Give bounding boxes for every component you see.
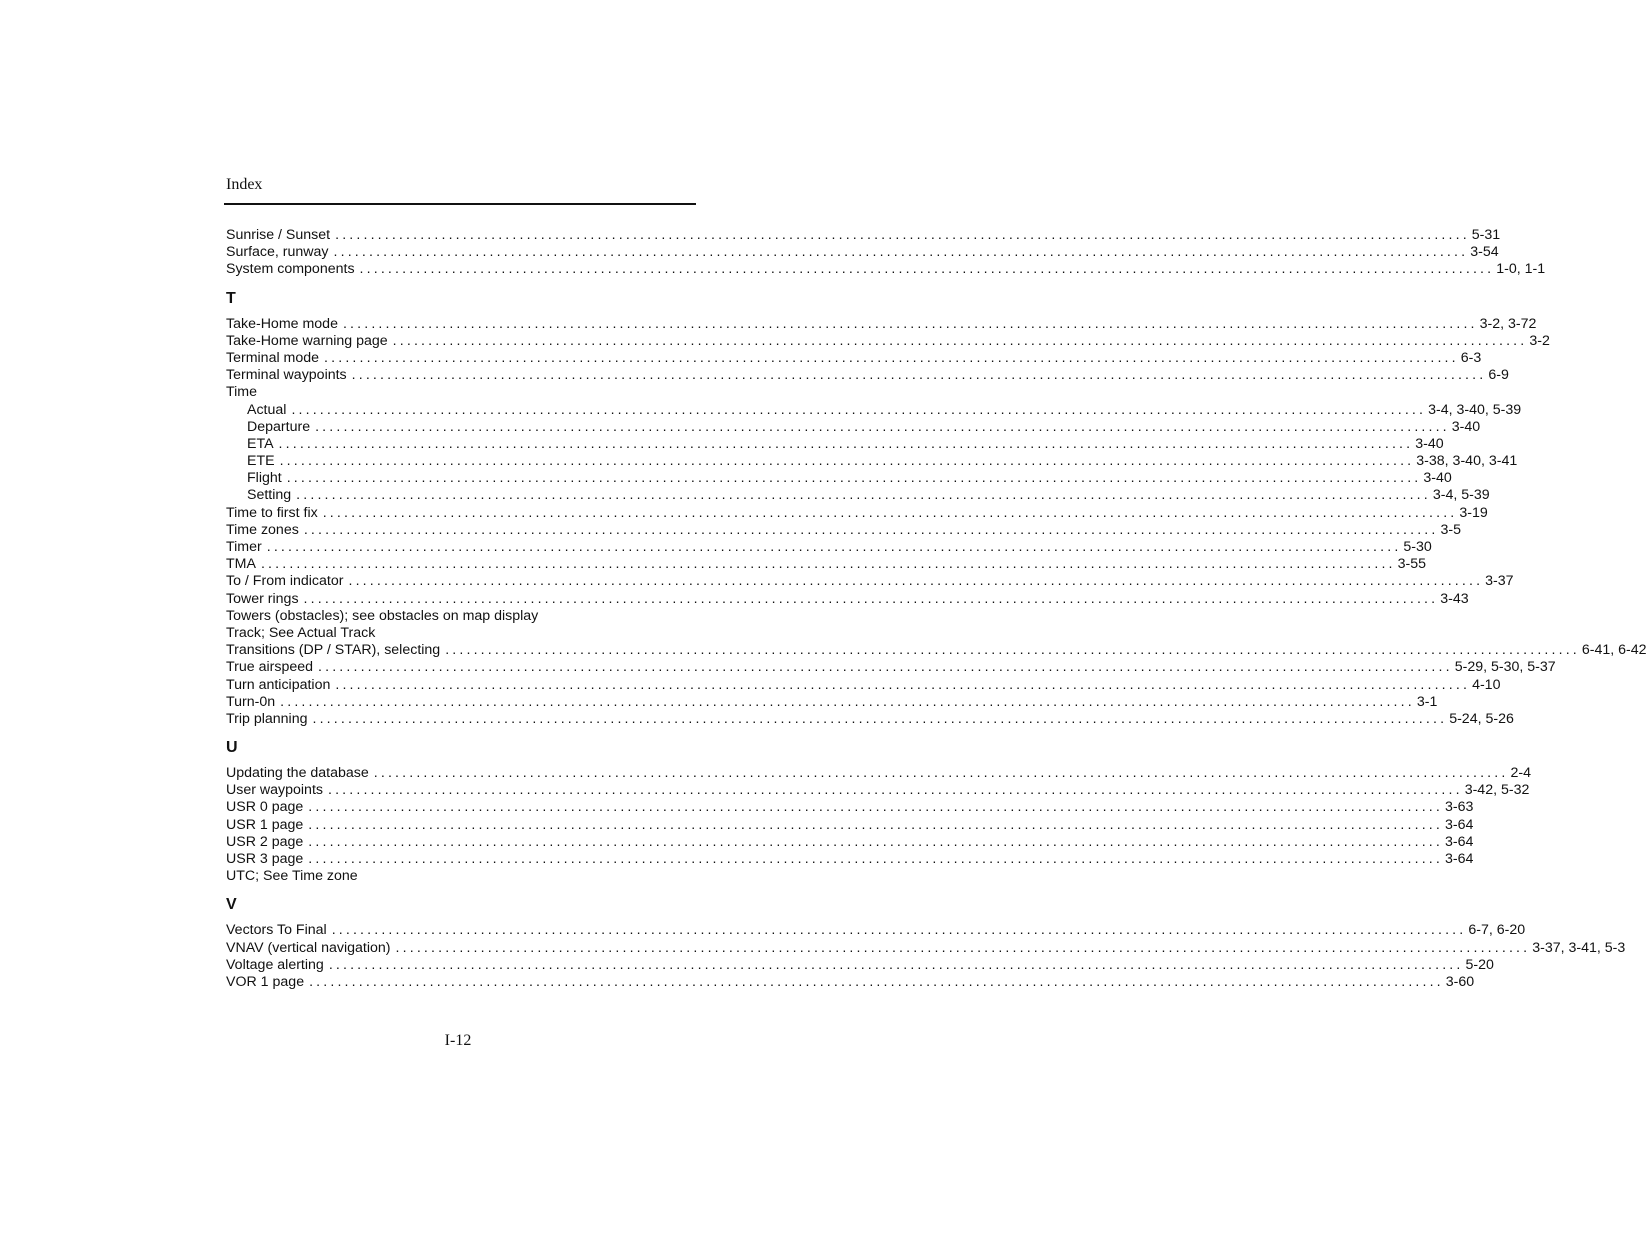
dot-leader: ................................................................................................................................................................ (342, 315, 1478, 332)
index-entry-timer (226, 539, 1432, 556)
index-page-refs: 5-30 (1403, 539, 1432, 555)
index-term: Terminal mode (226, 349, 320, 366)
index-page-refs: 6-3 (1460, 349, 1482, 366)
dot-leader: ................................................................................................................................................................ (286, 470, 1422, 487)
index-page-refs: 3-1 (1416, 693, 1438, 710)
index-page-refs: 3-37, 3-41, 5-3 (1532, 939, 1626, 956)
dot-leader: ................................................................................................................................................................ (351, 367, 1487, 384)
index-page-refs: 5-24, 5-26 (1449, 710, 1514, 727)
index-page-refs: 3-40 (1415, 435, 1444, 452)
index-page-refs: 1-0, 1-1 (1496, 261, 1546, 278)
index-entry-turn-anticipation (226, 676, 1501, 694)
index-page-refs: 2-4 (1510, 765, 1531, 782)
dot-leader: ................................................................................................................................................................ (335, 676, 1471, 693)
dot-leader: ................................................................................................................................................................ (303, 521, 1439, 538)
index-page-refs: 6-41, 6-42 (1581, 642, 1647, 659)
index-entry-usr-0-page (226, 799, 1474, 816)
index-term: USR 2 page (226, 833, 304, 850)
index-term: Vectors To Final (226, 922, 327, 939)
index-list (226, 227, 1647, 991)
index-entry-surface-runway (226, 244, 1499, 261)
index-page-refs: 3-40 (1451, 418, 1481, 435)
index-term: Timer (226, 539, 262, 555)
index-entry-usr-2-page (226, 833, 1474, 851)
index-term: VOR 1 page (226, 973, 305, 990)
index-page-refs: 3-54 (1470, 244, 1499, 261)
dot-leader: ................................................................................................................................................................ (335, 227, 1470, 243)
index-term: Tower rings (226, 590, 299, 607)
index-entry-to-from-indicator (226, 573, 1514, 590)
section-letter-u: U (226, 739, 238, 757)
index-page-refs: 3-64 (1444, 851, 1474, 867)
index-page-refs: 3-64 (1444, 833, 1474, 850)
dot-leader: ................................................................................................................................................................ (260, 556, 1396, 573)
index-term: System components (226, 261, 355, 278)
dot-leader: ................................................................................................................................................................ (296, 487, 1431, 504)
index-entry-ete (226, 453, 1518, 470)
section-letter-t: T (226, 289, 236, 307)
index-term: Turn anticipation (226, 676, 331, 693)
index-entry-take-home-mode (226, 315, 1537, 333)
index-entry-turn-0n (226, 693, 1438, 711)
index-term: USR 0 page (226, 799, 304, 816)
dot-leader: ................................................................................................................................................................ (348, 573, 1484, 590)
index-term: USR 3 page (226, 851, 304, 867)
index-term: True airspeed (226, 659, 314, 676)
dot-leader: ................................................................................................................................................................ (280, 693, 1415, 710)
index-page-refs: 3-55 (1397, 556, 1427, 573)
index-term: TMA (226, 556, 256, 573)
index-page-refs: 5-20 (1465, 956, 1494, 973)
index-term: To / From indicator (226, 573, 344, 590)
page-header: Index (226, 176, 263, 193)
header-divider (224, 203, 696, 205)
dot-leader: ................................................................................................................................................................ (308, 799, 1443, 816)
index-entry-time-zones (226, 521, 1462, 539)
index-page-refs: 3-42, 5-32 (1464, 782, 1530, 799)
index-entry-system-components (226, 261, 1546, 278)
index-page-refs: 3-19 (1459, 504, 1488, 521)
dot-leader: ................................................................................................................................................................ (303, 590, 1439, 607)
index-entry-terminal-mode (226, 349, 1482, 367)
index-term: Time zones (226, 521, 299, 538)
index-entry-track-see-actual-track (226, 625, 689, 642)
dot-leader: ................................................................................................................................................................ (373, 765, 1509, 782)
index-page-refs: 3-40 (1423, 470, 1452, 487)
index-term: Towers (obstacles); see obstacles on map display (226, 607, 539, 624)
index-entry-tower-rings (226, 590, 1469, 608)
index-page-refs: 3-64 (1444, 816, 1474, 833)
index-entry-actual (226, 401, 1522, 419)
index-entry-trip-planning (226, 710, 1514, 728)
dot-leader: ................................................................................................................................................................ (279, 453, 1415, 470)
index-entry-voltage-alerting (226, 956, 1494, 974)
dot-leader: ................................................................................................................................................................ (322, 504, 1458, 521)
index-entry-terminal-waypoints (226, 367, 1509, 384)
dot-leader: ................................................................................................................................................................ (278, 435, 1414, 452)
index-term: USR 1 page (226, 816, 304, 833)
index-page-refs: 3-60 (1445, 973, 1475, 990)
dot-leader: ................................................................................................................................................................ (331, 922, 1467, 939)
index-entry-tma (226, 556, 1427, 573)
index-page-refs: 3-5 (1440, 521, 1462, 538)
index-page-refs: 3-63 (1444, 799, 1474, 816)
dot-leader: ................................................................................................................................................................ (395, 939, 1531, 956)
dot-leader: ................................................................................................................................................................ (392, 332, 1528, 349)
index-entry-flight (226, 470, 1452, 487)
index-page-refs: 6-7, 6-20 (1468, 922, 1526, 939)
dot-leader: ................................................................................................................................................................ (445, 642, 1580, 659)
index-page-refs: 5-31 (1471, 227, 1501, 243)
index-page-refs: 3-4, 5-39 (1432, 487, 1490, 504)
dot-leader: ................................................................................................................................................................ (312, 710, 1448, 727)
index-page-refs: 3-37 (1485, 573, 1514, 590)
index-term: Trip planning (226, 710, 308, 727)
index-entry-time-to-first-fix (226, 504, 1488, 522)
index-entry-eta (226, 435, 1444, 453)
dot-leader: ................................................................................................................................................................ (308, 816, 1443, 833)
section-letter-v: V (226, 896, 237, 914)
index-term: Updating the database (226, 765, 369, 782)
dot-leader: ................................................................................................................................................................ (309, 973, 1444, 990)
index-term: Surface, runway (226, 244, 329, 261)
dot-leader: ................................................................................................................................................................ (328, 956, 1464, 973)
index-term: ETA (247, 435, 274, 452)
index-entry-vectors-to-final (226, 922, 1526, 939)
index-entry-transitions-dp-star-selecting (226, 642, 1647, 659)
index-page-refs: 5-29, 5-30, 5-37 (1454, 659, 1556, 676)
dot-leader: ................................................................................................................................................................ (318, 659, 1453, 676)
index-page-refs: 3-43 (1440, 590, 1469, 607)
dot-leader: ................................................................................................................................................................ (308, 833, 1443, 850)
index-page-refs: 3-2, 3-72 (1479, 315, 1537, 332)
index-term: Turn-0n (226, 693, 276, 710)
index-page-refs: 3-4, 3-40, 5-39 (1428, 401, 1522, 418)
dot-leader: ................................................................................................................................................................ (315, 418, 1450, 435)
index-entry-vnav-vertical-navigation (226, 939, 1626, 957)
index-term: UTC; See Time zone (226, 868, 358, 885)
dot-leader: ................................................................................................................................................................ (291, 401, 1427, 418)
index-term: Transitions (DP / STAR), selecting (226, 642, 441, 659)
index-term: Take-Home warning page (226, 332, 388, 349)
index-entry-usr-3-page (226, 851, 1474, 868)
index-term: Time (226, 384, 258, 401)
index-entry-time (226, 384, 689, 401)
dot-leader: ................................................................................................................................................................ (328, 782, 1463, 799)
index-term: Setting (247, 487, 292, 504)
index-term: Actual (247, 401, 287, 418)
index-entry-take-home-warning-page (226, 332, 1550, 350)
index-page-refs: 4-10 (1472, 676, 1501, 693)
dot-leader: ................................................................................................................................................................ (266, 539, 1402, 555)
index-term: Flight (247, 470, 282, 487)
index-entry-sunrise-sunset (226, 227, 1501, 244)
index-entry-departure (226, 418, 1481, 436)
index-term: Sunrise / Sunset (226, 227, 331, 243)
dot-leader: ................................................................................................................................................................ (359, 261, 1495, 278)
dot-leader: ................................................................................................................................................................ (333, 244, 1469, 261)
index-page-refs: 3-2 (1529, 332, 1550, 349)
dot-leader: ................................................................................................................................................................ (324, 349, 1459, 366)
page-number: I-12 (444, 1032, 472, 1049)
index-entry-updating-the-database (226, 765, 1531, 782)
index-entry-usr-1-page (226, 816, 1474, 834)
index-term: ETE (247, 453, 275, 470)
index-term: Terminal waypoints (226, 367, 347, 384)
index-page-refs: 6-9 (1488, 367, 1509, 384)
index-entry-towers-obstacles-see-obstacles-on-map-display (226, 608, 689, 625)
index-term: Time to first fix (226, 504, 318, 521)
index-term: Track; See Actual Track (226, 624, 376, 641)
dot-leader: ................................................................................................................................................................ (308, 851, 1443, 867)
index-entry-user-waypoints (226, 782, 1530, 799)
index-term: User waypoints (226, 782, 323, 799)
index-term: Take-Home mode (226, 315, 338, 332)
index-term: VNAV (vertical navigation) (226, 939, 391, 956)
index-term: Departure (247, 418, 311, 435)
index-entry-setting (226, 487, 1490, 504)
index-entry-vor-1-page (226, 973, 1475, 991)
index-entry-true-airspeed (226, 659, 1556, 676)
index-entry-utc-see-time-zone (226, 868, 689, 885)
index-page-refs: 3-38, 3-40, 3-41 (1416, 453, 1518, 470)
index-term: Voltage alerting (226, 956, 324, 973)
